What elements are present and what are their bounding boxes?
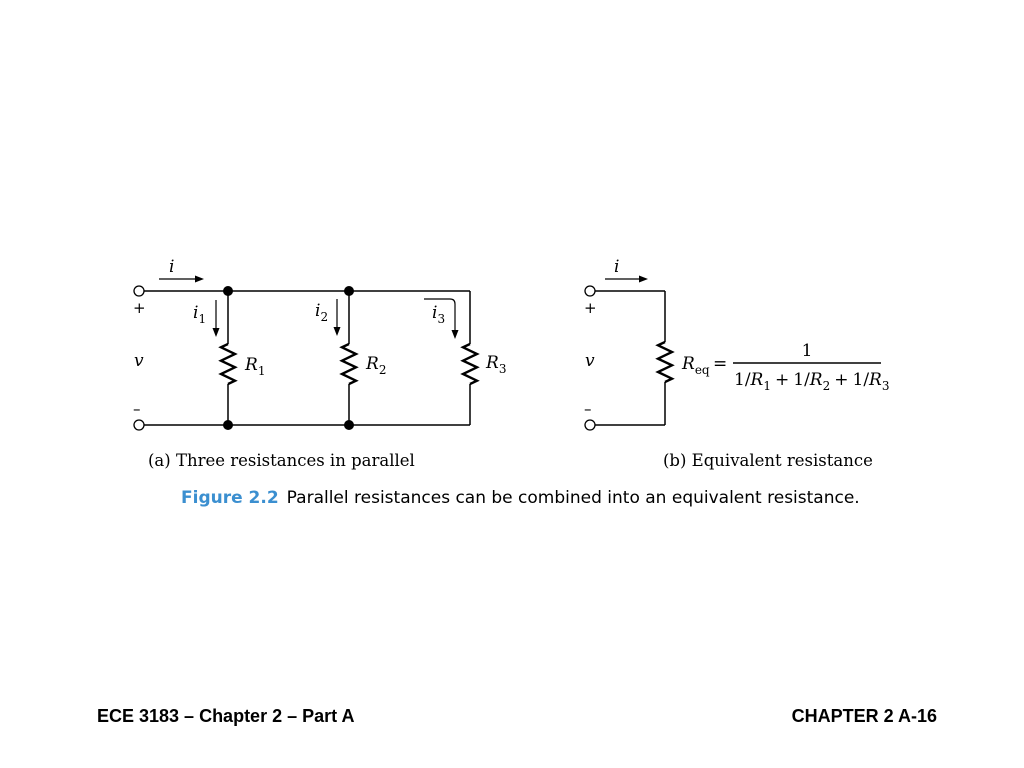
current-arrow-i2 [334,299,341,336]
circuit-a [133,257,506,470]
subcaption-b: (b) Equivalent resistance [663,451,873,470]
current-label-i: i [614,257,620,277]
plus-sign: + [584,299,597,317]
fraction-numerator: 1 [801,341,813,361]
terminal-bottom [585,420,595,430]
footer-course-title: ECE 3183 – Chapter 2 – Part A [97,706,355,726]
resistor-r2 [342,344,356,384]
circuit-b-wires [595,291,665,425]
subcaption-a: (a) Three resistances in parallel [148,451,415,470]
current-label-i: i [169,257,175,277]
terminal-top [134,286,144,296]
terminal-top [585,286,595,296]
resistor-label-r1: $R_1$ [245,355,266,378]
resistor-r3 [463,344,477,384]
figure-caption [181,488,860,508]
resistor-req [658,342,672,382]
resistor-label-r2: $R_2$ [366,354,387,377]
junction-dot [223,286,233,296]
current-label-i3: $i_3$ [432,303,446,326]
minus-sign: – [133,400,141,418]
resistor-label-r3: $R_3$ [486,353,507,376]
figure-caption-text: Parallel resistances can be combined into an equivalent resistance. [286,488,860,508]
current-arrow-i [605,276,648,283]
junction-dot [344,286,354,296]
current-arrow-i1 [213,300,220,337]
voltage-label-v: v [585,351,595,371]
junction-dot [223,420,233,430]
footer-page-number: CHAPTER 2 A-16 [791,706,937,726]
resistor-r1 [221,344,235,384]
circuit-b [584,257,890,470]
resistor-label-req: $R_{eq}$ [682,354,710,377]
current-label-i2: $i_2$ [315,301,329,324]
equals-sign: = [713,354,728,374]
terminal-bottom [134,420,144,430]
minus-sign: – [584,400,592,418]
fraction-denominator: $1/R_1 + 1/R_2 + 1/R_3$ [734,370,890,393]
junction-dot [344,420,354,430]
current-label-i1: $i_1$ [193,303,207,326]
plus-sign: + [133,299,146,317]
figure-caption-label: Figure 2.2 [181,488,279,508]
current-arrow-i [159,276,204,283]
voltage-label-v: v [134,351,144,371]
